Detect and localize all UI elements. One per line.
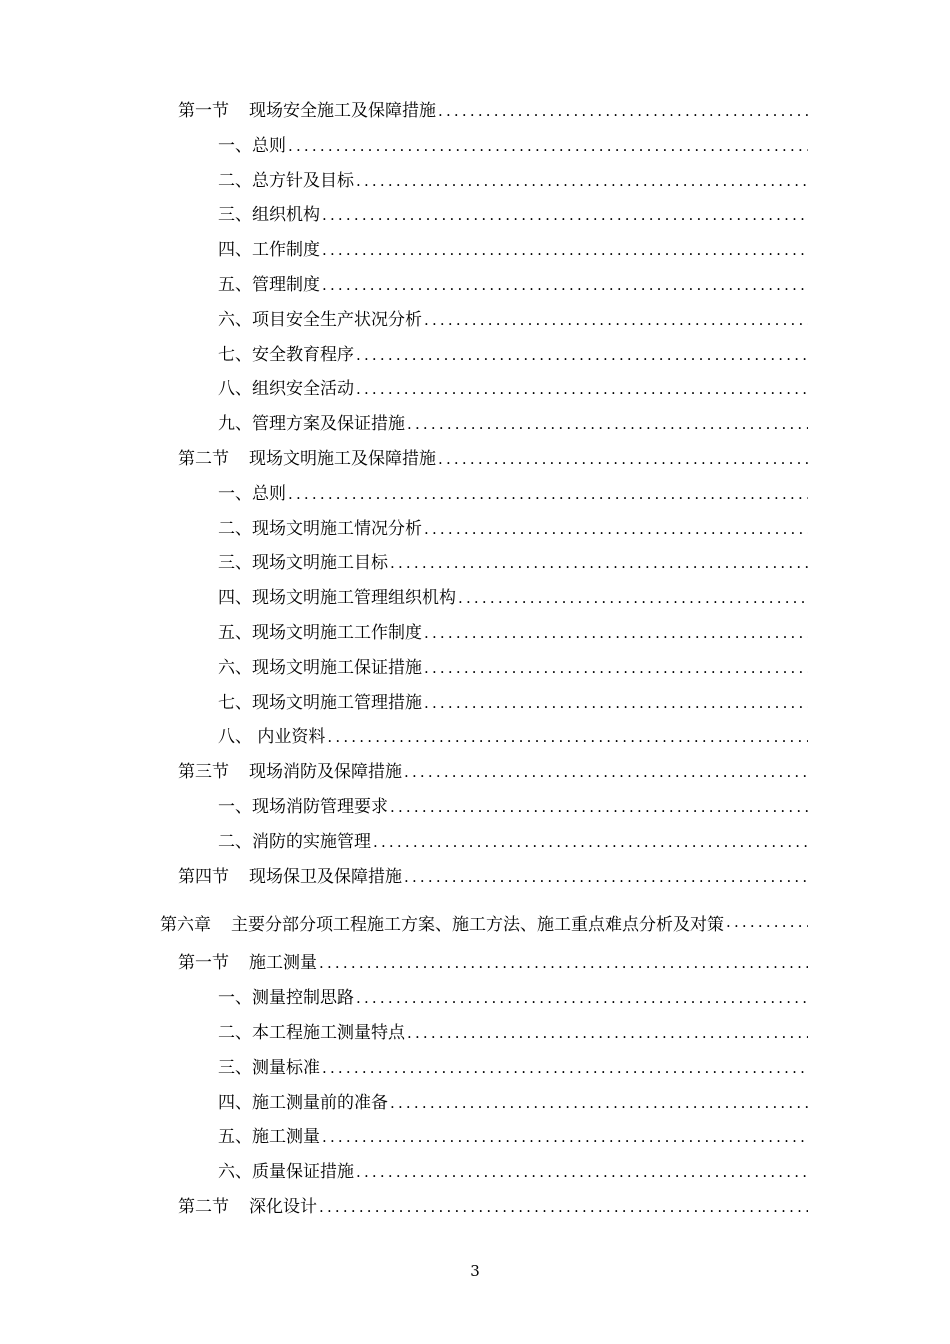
toc-entry[interactable] xyxy=(0,548,950,583)
toc-entry-number: 二、 xyxy=(218,1022,252,1043)
toc-leader-dots xyxy=(390,1096,808,1111)
toc-entry-title: 现场文明施工管理措施 xyxy=(252,692,422,713)
toc-entry-number: 第二节 xyxy=(178,1196,229,1217)
table-of-contents xyxy=(0,96,950,1227)
toc-entry[interactable] xyxy=(0,340,950,375)
toc-leader-dots xyxy=(424,522,808,537)
toc-entry-title: 管理方案及保证措施 xyxy=(252,414,405,435)
toc-entry-number: 七、 xyxy=(218,344,252,365)
toc-entry[interactable] xyxy=(0,827,950,862)
toc-entry-number: 第四节 xyxy=(178,866,229,887)
toc-leader-dots xyxy=(356,348,808,363)
toc-entry[interactable] xyxy=(0,96,950,131)
toc-entry-title: 现场安全施工及保障措施 xyxy=(249,101,436,121)
toc-entry[interactable] xyxy=(0,688,950,723)
toc-entry[interactable] xyxy=(0,409,950,444)
toc-entry[interactable] xyxy=(0,514,950,549)
toc-entry[interactable] xyxy=(0,722,950,757)
toc-entry[interactable] xyxy=(0,653,950,688)
toc-entry[interactable] xyxy=(0,757,950,792)
toc-entry-title: 组织机构 xyxy=(252,205,320,226)
toc-entry-title: 组织安全活动 xyxy=(252,379,354,400)
toc-entry[interactable] xyxy=(0,1088,950,1123)
toc-leader-dots xyxy=(726,915,808,930)
toc-leader-dots xyxy=(424,661,808,676)
toc-entry-title: 测量标准 xyxy=(252,1057,320,1078)
toc-entry[interactable] xyxy=(0,1157,950,1192)
toc-entry-title: 工作制度 xyxy=(252,240,320,261)
toc-entry-title: 总则 xyxy=(252,135,286,156)
toc-entry-number: 第一节 xyxy=(178,101,229,121)
toc-entry-number: 六、 xyxy=(218,309,252,330)
toc-entry-title: 现场文明施工情况分析 xyxy=(252,518,422,539)
toc-leader-dots xyxy=(322,208,808,223)
toc-entry-number: 第一节 xyxy=(178,953,229,974)
toc-leader-dots xyxy=(424,313,808,328)
toc-entry-number: 五、 xyxy=(218,1127,252,1148)
toc-leader-dots xyxy=(319,1200,808,1215)
toc-entry[interactable] xyxy=(0,235,950,270)
toc-entry-number: 四、 xyxy=(218,1092,252,1113)
toc-leader-dots xyxy=(438,452,808,467)
toc-entry-number: 第三节 xyxy=(178,762,229,783)
toc-leader-dots xyxy=(438,104,808,119)
toc-leader-dots xyxy=(424,626,808,641)
toc-entry-title: 现场文明施工管理组织机构 xyxy=(252,588,456,609)
toc-entry[interactable] xyxy=(0,948,950,983)
toc-entry-title: 现场消防管理要求 xyxy=(252,796,388,817)
toc-entry-number: 二、 xyxy=(218,518,252,539)
toc-leader-dots xyxy=(356,174,808,189)
toc-entry-title: 测量控制思路 xyxy=(252,988,354,1009)
toc-leader-dots xyxy=(404,765,808,780)
toc-entry-title: 总则 xyxy=(252,483,286,504)
toc-entry[interactable] xyxy=(0,1018,950,1053)
toc-leader-dots xyxy=(407,417,808,432)
toc-leader-dots xyxy=(390,556,808,571)
toc-entry-number: 第二节 xyxy=(178,448,229,469)
toc-entry[interactable] xyxy=(0,583,950,618)
toc-entry-number: 五、 xyxy=(218,622,252,643)
toc-entry-title: 质量保证措施 xyxy=(252,1162,354,1183)
toc-entry-title: 现场文明施工目标 xyxy=(252,553,388,574)
toc-entry[interactable] xyxy=(0,444,950,479)
toc-entry-number: 六、 xyxy=(218,657,252,678)
toc-entry[interactable] xyxy=(0,166,950,201)
toc-entry-title: 管理制度 xyxy=(252,274,320,295)
toc-entry-title: 项目安全生产状况分析 xyxy=(252,309,422,330)
toc-entry-number: 八、 xyxy=(218,379,252,400)
toc-entry-title: 主要分部分项工程施工方案、施工方法、施工重点难点分析及对策 xyxy=(231,914,724,935)
toc-leader-dots xyxy=(356,991,808,1006)
toc-entry-number: 七、 xyxy=(218,692,252,713)
toc-entry[interactable] xyxy=(0,479,950,514)
toc-leader-dots xyxy=(288,487,808,502)
toc-leader-dots xyxy=(404,870,808,885)
toc-entry-title: 施工测量 xyxy=(249,953,317,974)
toc-leader-dots xyxy=(288,139,808,154)
toc-entry-number: 六、 xyxy=(218,1162,252,1183)
toc-entry-number: 五、 xyxy=(218,274,252,295)
toc-entry[interactable] xyxy=(0,983,950,1018)
toc-entry-title: 施工测量前的准备 xyxy=(252,1092,388,1113)
toc-leader-dots xyxy=(356,382,808,397)
toc-entry-title: 安全教育程序 xyxy=(252,344,354,365)
toc-entry-number: 八、 xyxy=(218,727,252,748)
toc-entry[interactable] xyxy=(0,374,950,409)
toc-leader-dots xyxy=(407,1026,808,1041)
toc-entry[interactable] xyxy=(0,305,950,340)
toc-entry-number: 三、 xyxy=(218,1057,252,1078)
toc-entry-number: 九、 xyxy=(218,414,252,435)
toc-entry-title: 现场消防及保障措施 xyxy=(249,762,402,783)
toc-entry[interactable] xyxy=(0,270,950,305)
toc-entry-number: 二、 xyxy=(218,170,252,191)
toc-entry[interactable] xyxy=(0,200,950,235)
toc-entry[interactable] xyxy=(0,792,950,827)
toc-leader-dots xyxy=(322,278,808,293)
toc-entry[interactable] xyxy=(0,1122,950,1157)
toc-entry-number: 四、 xyxy=(218,240,252,261)
toc-entry-title: 本工程施工测量特点 xyxy=(252,1022,405,1043)
toc-leader-dots xyxy=(322,1130,808,1145)
toc-entry-title: 深化设计 xyxy=(249,1196,317,1217)
toc-entry-number: 一、 xyxy=(218,135,252,156)
toc-leader-dots xyxy=(390,800,808,815)
page-number: 3 xyxy=(470,1262,480,1280)
toc-entry-number: 一、 xyxy=(218,988,252,1009)
toc-entry-number: 三、 xyxy=(218,205,252,226)
toc-leader-dots xyxy=(322,1061,808,1076)
toc-entry[interactable] xyxy=(0,862,950,897)
toc-entry-number: 二、 xyxy=(218,831,252,852)
toc-leader-dots xyxy=(322,243,808,258)
toc-entry-title: 总方针及目标 xyxy=(252,170,354,191)
toc-entry-number: 三、 xyxy=(218,553,252,574)
toc-entry-title: 消防的实施管理 xyxy=(252,831,371,852)
toc-entry-title: 内业资料 xyxy=(252,727,326,748)
toc-leader-dots xyxy=(319,956,808,971)
toc-entry[interactable] xyxy=(0,1053,950,1088)
toc-leader-dots xyxy=(424,696,808,711)
toc-entry-title: 现场文明施工保证措施 xyxy=(252,657,422,678)
toc-leader-dots xyxy=(458,591,808,606)
toc-entry-title: 施工测量 xyxy=(252,1127,320,1148)
toc-entry-title: 现场文明施工及保障措施 xyxy=(249,448,436,469)
toc-leader-dots xyxy=(356,1165,808,1180)
toc-entry-number: 四、 xyxy=(218,588,252,609)
toc-entry-number: 一、 xyxy=(218,796,252,817)
toc-entry-number: 第六章 xyxy=(160,914,211,935)
toc-entry-title: 现场文明施工工作制度 xyxy=(252,622,422,643)
toc-entry[interactable] xyxy=(0,131,950,166)
toc-leader-dots xyxy=(327,730,808,745)
toc-chapter-entry[interactable] xyxy=(0,896,950,948)
toc-leader-dots xyxy=(373,835,808,850)
toc-entry[interactable] xyxy=(0,1192,950,1227)
toc-entry[interactable] xyxy=(0,618,950,653)
toc-entry-title: 现场保卫及保障措施 xyxy=(249,866,402,887)
toc-entry-number: 一、 xyxy=(218,483,252,504)
